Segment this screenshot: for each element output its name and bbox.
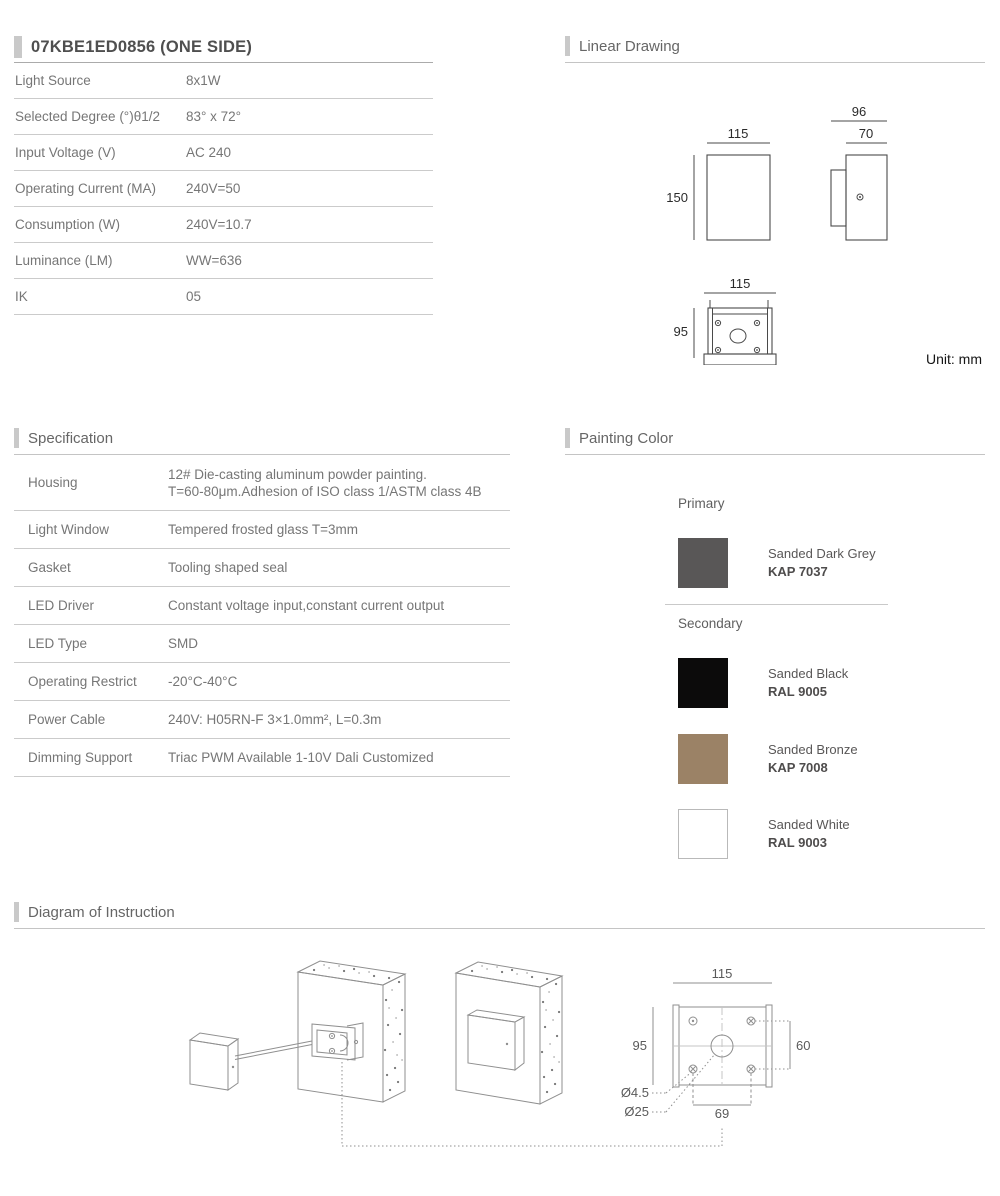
- product-title: 07KBE1ED0856 (ONE SIDE): [31, 37, 253, 56]
- table-row: [14, 701, 510, 739]
- divider: [665, 604, 888, 605]
- product-header: [14, 36, 433, 63]
- primary-heading: Primary: [678, 496, 725, 511]
- front-view: [666, 126, 770, 240]
- dim-hole-small: Ø4.5: [620, 1085, 649, 1100]
- instruction-diagram-svg: [14, 930, 985, 1190]
- row-label: LED Type: [28, 636, 88, 651]
- dim-screw-vertical: 60: [796, 1038, 811, 1053]
- row-label: Consumption (W): [15, 217, 121, 232]
- row-label: Dimming Support: [28, 750, 133, 765]
- row-value: Tempered frosted glass T=3mm: [168, 522, 358, 537]
- header-accent-bar: [14, 428, 19, 448]
- row-label: Power Cable: [28, 712, 106, 727]
- table-row: [14, 207, 433, 243]
- value-line-1: 12# Die-casting aluminum powder painting.: [168, 466, 427, 482]
- row-label: Input Voltage (V): [15, 145, 116, 160]
- header-accent-bar: [14, 902, 19, 922]
- header-accent-bar: [565, 36, 570, 56]
- dim-back-width: 115: [729, 276, 751, 291]
- header-accent-bar: [565, 428, 570, 448]
- dim-back-height: 95: [673, 324, 688, 339]
- painting-color-header: [565, 428, 985, 455]
- color-label: [768, 546, 876, 579]
- table-row: [14, 511, 510, 549]
- concrete-speckles: [472, 970, 559, 1092]
- dim-plate-height: 95: [632, 1038, 647, 1053]
- instruction-header: [14, 902, 985, 929]
- linear-drawing-header: [565, 36, 985, 63]
- section-title: Specification: [28, 429, 114, 447]
- side-view: [831, 104, 887, 240]
- color-name: Sanded White: [768, 817, 850, 832]
- linear-drawing-svg: [565, 65, 985, 365]
- mounting-bracket: [312, 1023, 363, 1060]
- row-value: 8x1W: [186, 73, 221, 88]
- row-value: 83° x 72°: [186, 109, 242, 124]
- header-accent-bar: [14, 36, 22, 58]
- row-value: SMD: [168, 636, 198, 651]
- screws: [715, 320, 759, 352]
- row-label: Gasket: [28, 560, 71, 575]
- table-row: [14, 625, 510, 663]
- dim-front-width: 115: [727, 126, 749, 141]
- color-code: RAL 9003: [768, 835, 828, 850]
- row-value: 240V=10.7: [186, 217, 252, 232]
- color-name: Sanded Bronze: [768, 742, 858, 757]
- color-label: [768, 742, 858, 775]
- mounted-lamp: [468, 1010, 524, 1070]
- install-step-1: [190, 961, 405, 1102]
- row-value: Tooling shaped seal: [168, 560, 288, 575]
- row-value: Triac PWM Available 1-10V Dali Customized: [168, 750, 434, 765]
- row-label: Housing: [28, 475, 78, 490]
- install-step-2: [456, 962, 562, 1104]
- row-value: -20°C-40°C: [168, 674, 238, 689]
- row-label: Luminance (LM): [15, 253, 113, 268]
- table-row: [14, 455, 510, 511]
- table-row: [14, 243, 433, 279]
- dim-screw-horizontal: 69: [714, 1106, 730, 1121]
- reference-dotted-line: [342, 1062, 722, 1146]
- row-label: Operating Restrict: [28, 674, 137, 689]
- table-row: [14, 135, 433, 171]
- color-swatch-white: [678, 809, 728, 859]
- table-row: [14, 663, 510, 701]
- section-title: Linear Drawing: [579, 37, 680, 55]
- table-row: [14, 587, 510, 625]
- row-label: IK: [15, 289, 28, 304]
- row-value: Constant voltage input,constant current output: [168, 598, 445, 613]
- table-row: [14, 279, 433, 315]
- table-row: [14, 99, 433, 135]
- color-label: [768, 817, 850, 850]
- dim-side-body: 70: [858, 126, 874, 141]
- concrete-speckles: [314, 969, 402, 1090]
- mounting-plate-drawing: [621, 966, 811, 1121]
- painting-color-panel: [565, 428, 985, 888]
- section-title: Painting Color: [579, 429, 674, 447]
- color-swatch-dark-grey: [678, 538, 728, 588]
- row-label: Light Window: [28, 522, 110, 537]
- instruction-panel: [14, 902, 985, 1192]
- section-title: Diagram of Instruction: [28, 903, 175, 921]
- row-label: Operating Current (MA): [15, 181, 157, 196]
- row-value: 240V=50: [186, 181, 241, 196]
- table-row: [14, 739, 510, 777]
- secondary-heading: Secondary: [678, 616, 743, 631]
- row-value: 05: [186, 289, 202, 304]
- specification-panel: [14, 428, 510, 777]
- dim-front-height: 150: [666, 190, 688, 205]
- dim-hole-large: Ø25: [624, 1104, 649, 1119]
- row-label: Selected Degree (°)θ1/2: [15, 109, 160, 124]
- table-row: [14, 63, 433, 99]
- row-value: AC 240: [186, 145, 232, 160]
- specification-header: [14, 428, 510, 455]
- color-label: [768, 666, 848, 699]
- row-label: LED Driver: [28, 598, 95, 613]
- unit-note: Unit: mm: [926, 351, 982, 367]
- color-name: Sanded Black: [768, 666, 849, 681]
- color-code: KAP 7037: [768, 564, 828, 579]
- dim-side-total: 96: [851, 104, 867, 119]
- row-value: WW=636: [186, 253, 242, 268]
- row-value: [168, 466, 482, 500]
- row-label: Light Source: [15, 73, 91, 88]
- table-row: [14, 171, 433, 207]
- linear-drawing-panel: [565, 36, 985, 376]
- row-value: 240V: H05RN-F 3×1.0mm², L=0.3m: [168, 712, 382, 727]
- color-code: KAP 7008: [768, 760, 828, 775]
- value-line-2: T=60-80μm.Adhesion of ISO class 1/ASTM class 4B: [168, 483, 482, 499]
- color-swatch-bronze: [678, 734, 728, 784]
- back-view: [674, 276, 776, 365]
- table-row: [14, 549, 510, 587]
- color-code: RAL 9005: [768, 684, 828, 699]
- product-panel: [14, 36, 433, 315]
- color-name: Sanded Dark Grey: [768, 546, 876, 561]
- color-swatch-black: [678, 658, 728, 708]
- dim-plate-width: 115: [711, 966, 733, 981]
